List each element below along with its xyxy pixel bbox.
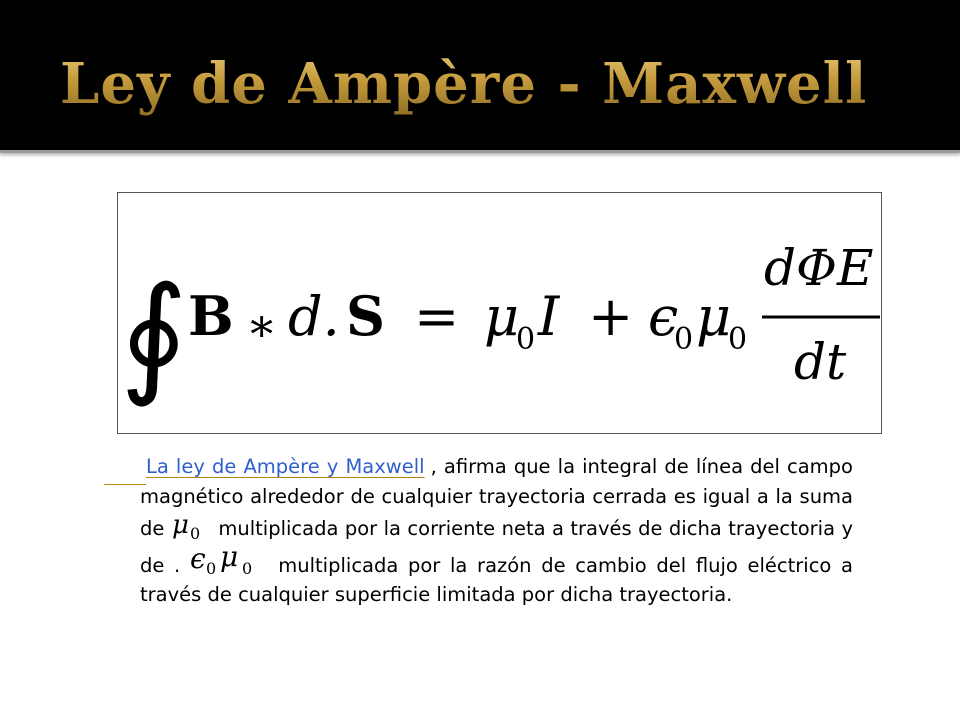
formula-image bbox=[117, 192, 882, 434]
formula-mu: μ bbox=[484, 285, 520, 348]
formula-mu-2: μ bbox=[696, 285, 732, 348]
paragraph-text-2: multiplicada por la corriente neta a través de dicha trayectoria y de . bbox=[140, 517, 853, 577]
formula-I: I bbox=[538, 285, 560, 348]
title-divider bbox=[0, 150, 960, 153]
epsilon0-symbol-sub: 0 bbox=[206, 558, 217, 578]
paragraph-text-3: multiplicada por la razón de cambio del flujo eléctrico a través de cualquier superficie limitada por dicha trayectoria. bbox=[140, 553, 853, 606]
formula-denominator: dt bbox=[794, 333, 847, 391]
epsilon0-mu0-symbol bbox=[186, 544, 272, 578]
mu0-symbol bbox=[170, 511, 212, 541]
title-bar bbox=[0, 0, 960, 150]
formula-plus: + bbox=[588, 285, 634, 348]
mu0-symbol-sub: 0 bbox=[190, 524, 201, 541]
epsilon0-symbol-epsilon: ϵ bbox=[190, 543, 206, 575]
paragraph-text-1: , afirma que la integral de línea del campo magnético alrededor de cualquier trayectoria cerrada es igual a la suma de bbox=[140, 455, 853, 540]
formula-times: ∗ bbox=[246, 298, 278, 352]
formula-mu-subscript: 0 bbox=[516, 322, 536, 357]
ampere-maxwell-link[interactable]: La ley de Ampère y Maxwell bbox=[146, 455, 425, 478]
formula-equals: = bbox=[414, 285, 460, 348]
formula-S: S bbox=[346, 284, 385, 348]
formula-numerator: dΦE bbox=[764, 239, 874, 297]
slide-title: Ley de Ampère - Maxwell bbox=[60, 48, 867, 120]
formula-d-dot: d. bbox=[288, 285, 340, 348]
description-paragraph bbox=[140, 452, 853, 610]
formula-integral-sign: ∮ bbox=[120, 258, 188, 410]
mu0-symbol-mu: μ bbox=[172, 511, 190, 540]
formula-svg bbox=[118, 193, 881, 433]
formula-epsilon: ϵ bbox=[648, 285, 679, 348]
mu0-symbol-2-sub: 0 bbox=[242, 558, 253, 578]
formula-B: B bbox=[188, 284, 234, 348]
formula-epsilon-subscript: 0 bbox=[674, 322, 694, 357]
mu0-symbol-2-mu: μ bbox=[220, 543, 239, 573]
formula-mu-2-subscript: 0 bbox=[728, 322, 748, 357]
